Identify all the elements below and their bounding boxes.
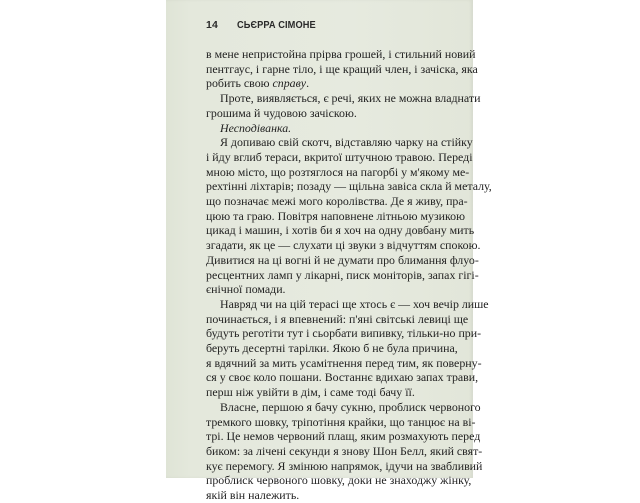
text-line: Дивитися на ці вогні й не думати про блимання флуо- (206, 252, 479, 267)
paragraph (206, 91, 481, 120)
text-line: будуть реготіти тут і сьорбати випивку, тільки-но при- (206, 326, 482, 341)
text-line: ресцентних ламп у лікарні, писк моніторів, запах гігі- (206, 267, 479, 282)
text-fragment: . (306, 76, 310, 91)
paragraph (206, 399, 483, 503)
paragraph (206, 47, 478, 91)
text-line: Власне, першою я бачу сукню, проблиск червоного (220, 399, 481, 414)
text-line: починається, і я впевнений: п'яні світські левиці ще (206, 311, 469, 326)
italic-emphasis: справу (272, 76, 307, 91)
text-line: згадати, як це — слухати ці звуки з відчуттям спокою. (206, 238, 481, 253)
page-number: 14 (206, 19, 218, 31)
text-line: я вдячний за мить усамітнення перед тим, як поверну- (206, 355, 482, 370)
body-text (206, 47, 492, 503)
text-line: Проте, виявляється, є речі, яких не можна владнати (220, 91, 481, 106)
text-line: Навряд чи на цій терасі ще хтось є — хоч вечір лише (220, 296, 489, 311)
text-line: перш ніж увійти в дім, і саме тоді бачу її. (206, 385, 415, 400)
text-line: що позначає межі мого королівства. Де я живу, пра- (206, 194, 468, 209)
paragraph (206, 135, 492, 297)
text-line: мною місто, що розтяглося на пагорбі у м'якому ме- (206, 164, 470, 179)
text-line: якій він належить. (206, 488, 300, 503)
text-line: биком: за лічені секунди я знову Шон Белл, який свят- (206, 443, 483, 458)
text-line: грошима й чудовою зачіскою. (206, 105, 357, 120)
text-line: пентгаус, і гарне тіло, і ще кращий член, і зачіска, яка (206, 61, 478, 76)
text-line: Я допиваю свій скотч, відставляю чарку на стійку (220, 135, 473, 150)
text-line: кує перемогу. Я змінюю напрямок, ідучи на звабливий (206, 458, 483, 473)
running-head (206, 19, 327, 31)
text-line: ся у своє коло пошани. Востаннє вдихаю запах трави, (206, 370, 479, 385)
italic-line: Несподіванка. (220, 120, 292, 135)
text-line: трі. Це немов червоний плащ, яким розмахують перед (206, 429, 481, 444)
text-line: в мене непристойна прірва грошей, і стильний новий (206, 47, 476, 61)
book-page (166, 0, 492, 503)
text-line: єнічної помади. (206, 282, 286, 297)
paragraph (206, 121, 456, 136)
text-line: беруть десертні тарілки. Якою б не була причина, (206, 341, 458, 356)
text-line: цюю та граю. Повітря наповнене літньою музикою (206, 208, 466, 223)
text-line: проблиск червоного шовку, доки не знаходжу жінку, (206, 473, 472, 488)
paragraph (206, 296, 489, 400)
text-line: тремкого шовку, тріпотіння крайки, що танцює на ві- (206, 414, 476, 429)
author-name: СЬЄРРА СІМОНЕ (237, 19, 316, 31)
text-line: і йду вглиб тераси, вкритої штучною травою. Переді (206, 149, 473, 164)
text-fragment: робить свою (206, 76, 273, 91)
text-line: рехтінні ліхтарів; позаду — щільна завіса скла й металу, (206, 179, 492, 194)
text-line: цикад і машин, і хотів би я хоч на одну довбану мить (206, 223, 475, 238)
text-line (206, 76, 456, 91)
